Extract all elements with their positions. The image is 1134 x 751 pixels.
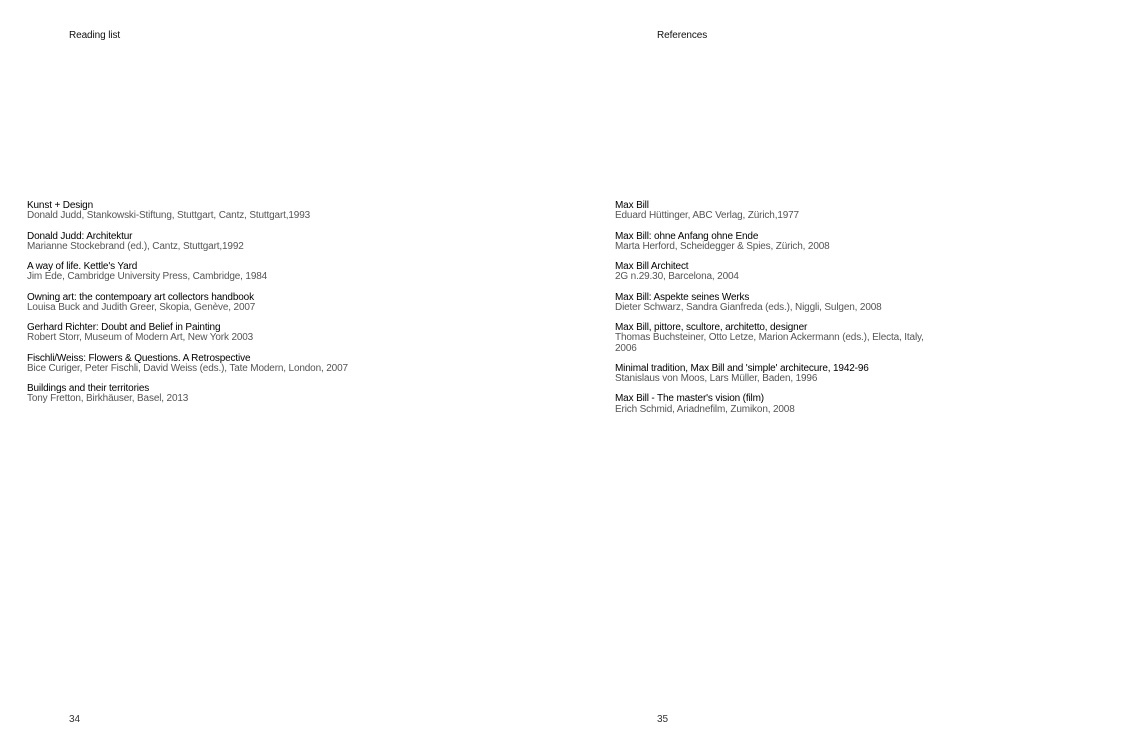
entry-title: Max Bill: [615, 200, 649, 211]
entry-title: Fischli/Weiss: Flowers & Questions. A Retrospective: [27, 352, 251, 364]
list-item: [615, 262, 945, 283]
list-item: [27, 384, 357, 405]
entry-source: Erich Schmid, Ariadnefilm, Zumikon, 2008: [615, 403, 795, 415]
entry-title: Buildings and their territories: [27, 383, 150, 394]
page-heading: References: [657, 30, 708, 41]
entry-title: Gerhard Richter: Doubt and Belief in Painting: [27, 322, 221, 333]
entry-title: Owning art: the contempoary art collectors handbook: [27, 291, 254, 303]
entry-title: Donald Judd: Architektur: [27, 230, 133, 242]
entry-source: Dieter Schwarz, Sandra Gianfreda (eds.), Niggli, Sulgen, 2008: [615, 301, 882, 313]
entry-source: Tony Fretton, Birkhäuser, Basel, 2013: [27, 393, 189, 405]
list-item: [27, 293, 357, 314]
list-item: [27, 262, 357, 283]
list-item: [615, 293, 945, 314]
list-item: [27, 201, 357, 222]
entry-source: Robert Storr, Museum of Modern Art, New York 2003: [27, 332, 254, 344]
entry-source: Donald Judd, Stankowski-Stiftung, Stuttgart, Cantz, Stuttgart,1993: [27, 210, 311, 222]
entry-title: Kunst + Design: [27, 200, 93, 211]
entry-source: Marianne Stockebrand (ed.), Cantz, Stuttgart,1992: [27, 240, 244, 252]
list-item: [27, 354, 357, 375]
reading-list: [27, 201, 357, 415]
entry-source: Jim Ede, Cambridge University Press, Cambridge, 1984: [27, 271, 268, 283]
page-heading: Reading list: [69, 30, 121, 41]
entry-title: Max Bill Architect: [615, 261, 689, 272]
entry-source: Marta Herford, Scheidegger & Spies, Zürich, 2008: [615, 240, 830, 252]
list-item: [27, 232, 357, 253]
list-item: [615, 323, 945, 354]
entry-title: Max Bill: Aspekte seines Werks: [615, 291, 750, 303]
page-number: 35: [657, 714, 669, 725]
entry-title: Max Bill: ohne Anfang ohne Ende: [615, 230, 759, 242]
entry-source: Louisa Buck and Judith Greer, Skopia, Genève, 2007: [27, 301, 256, 313]
entry-source: Thomas Buchsteiner, Otto Letze, Marion Ackermann (eds.), Electa, Italy, 2006: [615, 332, 924, 354]
references-list: [615, 201, 945, 425]
list-item: [615, 201, 945, 222]
entry-source: Stanislaus von Moos, Lars Müller, Baden, 1996: [615, 373, 818, 385]
page-number: 34: [69, 714, 81, 725]
right-page: [567, 0, 1134, 751]
list-item: [615, 232, 945, 253]
entry-source: Eduard Hüttinger, ABC Verlag, Zürich,1977: [615, 210, 799, 222]
entry-title: A way of life. Kettle's Yard: [27, 261, 138, 272]
list-item: [615, 364, 945, 385]
entry-title: Max Bill, pittore, scultore, architetto, designer: [615, 322, 808, 333]
entry-source: Bice Curiger, Peter Fischli, David Weiss (eds.), Tate Modern, London, 2007: [27, 362, 348, 374]
list-item: [615, 394, 945, 415]
entry-source: 2G n.29.30, Barcelona, 2004: [615, 271, 739, 283]
entry-title: Max Bill - The master's vision (film): [615, 393, 764, 405]
list-item: [27, 323, 357, 344]
entry-title: Minimal tradition, Max Bill and 'simple' architecure, 1942-96: [615, 362, 869, 374]
